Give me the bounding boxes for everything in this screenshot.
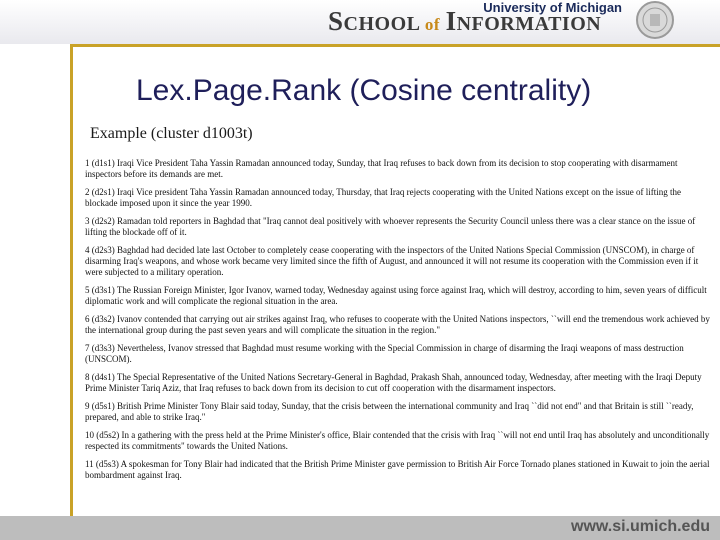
information-word: NFORMATION	[456, 13, 602, 35]
sentence-item: 1 (d1s1) Iraqi Vice President Taha Yassin Ramadan announced today, Sunday, that Iraq refuses to back down from its decision to stop cooperating with disarmament inspectors before its demands are met.	[85, 158, 678, 179]
sentence-item: 2 (d2s1) Iraqi Vice president Taha Yassin Ramadan announced today, Thursday, that Iraq rejects cooperating with the United Nations except on the issue of lifting the blockade imposed upon it since the year 1990.	[85, 187, 682, 208]
sentence-item: 5 (d3s1) The Russian Foreign Minister, Igor Ivanov, warned today, Wednesday against using force against Iraq, which will destroy, according to him, seven years of difficult diplomatic work and will complicate the regional situation in the area.	[85, 285, 707, 306]
slide-subtitle: Example (cluster d1003t)	[90, 125, 253, 142]
sentence-item: 9 (d5s1) British Prime Minister Tony Blair said today, Sunday, that the crisis between the international community and Iraq ``did not end" and that Britain is still ``ready, prepared, and able to strike Iraq."	[85, 401, 694, 422]
school-word: CHOOL	[343, 13, 420, 35]
left-divider	[70, 44, 73, 520]
footer-url: www.si.umich.edu	[571, 518, 710, 535]
sentence-item: 3 (d2s2) Ramadan told reporters in Baghdad that "Iraq cannot deal positively with whoever represents the Security Council unless there was a clear stance on the issue of lifting the blockade off of it.	[85, 216, 696, 237]
slide-title: Lex.Page.Rank (Cosine centrality)	[136, 74, 592, 107]
sentence-item: 6 (d3s2) Ivanov contended that carrying out air strikes against Iraq, who refuses to cooperate with the United Nations inspectors, ``will end the tremendous work achieved by the international group during the past seven years and will complicate the situation in the region."	[85, 314, 710, 335]
university-seal-icon	[636, 0, 674, 40]
information-initial: I	[445, 6, 457, 36]
school-initial: S	[328, 6, 344, 36]
sentence-item: 8 (d4s1) The Special Representative of the United Nations Secretary-General in Baghdad, Prakash Shah, announced today, Wednesday, after meeting with the Iraqi Deputy Prime Minister Tariq Aziz, that Iraq refuses to back down from its decision to cut off cooperation with the disarmament inspectors.	[85, 372, 702, 393]
sentence-item: 4 (d2s3) Baghdad had decided late last October to completely cease cooperating with the inspectors of the United Nations Special Commission (UNSCOM), in charge of disarming Iraq's weapons, and whose work became very limited since the fifth of August, and announced it will not resume its cooperation with the Commission even if it were subjected to a military operation.	[85, 245, 699, 277]
header-divider	[70, 44, 720, 47]
university-name: University of Michigan	[483, 0, 622, 15]
sentence-item: 10 (d5s2) In a gathering with the press held at the Prime Minister's office, Blair contended that the crisis with Iraq ``will not end until Iraq has absolutely and unconditionally respected its commitments" towards the United Nations.	[85, 430, 710, 451]
sentence-item: 7 (d3s3) Nevertheless, Ivanov stressed that Baghdad must resume working with the Special Commission in charge of disarming the Iraqi weapons of mass destruction (UNSCOM).	[85, 343, 684, 364]
school-of: of	[424, 15, 441, 34]
school-logo	[328, 6, 601, 37]
sentence-list	[85, 158, 713, 488]
sentence-item: 11 (d5s3) A spokesman for Tony Blair had indicated that the British Prime Minister gave permission to British Air Force Tornado planes stationed in Kuwait to join the aerial bombardment against Iraq.	[85, 459, 710, 480]
